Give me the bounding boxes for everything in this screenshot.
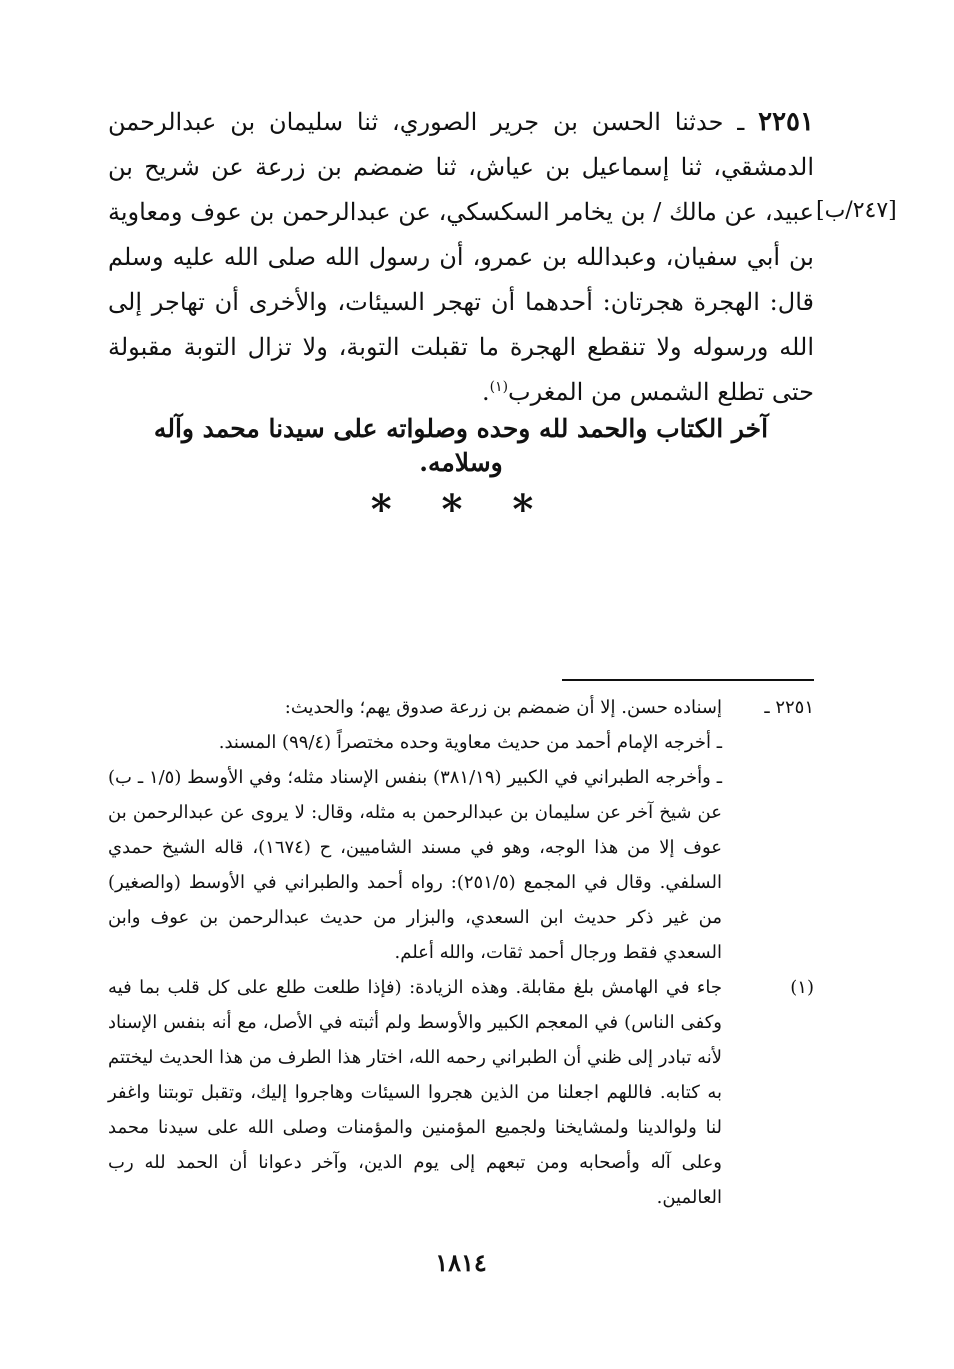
hadith-end-mark: . — [481, 378, 490, 406]
footnotes-section — [108, 690, 814, 1215]
book-closing-line: آخر الكتاب والحمد لله وحده وصلواته على سيدنا محمد وآله وسلامه. — [153, 414, 769, 477]
hadith-body: حدثنا الحسن بن جرير الصوري، ثنا سليمان بن عبدالرحمن الدمشقي، ثنا إسماعيل بن عياش، ثنا ضمضم بن زرعة عن شريح بن عبيد، عن مالك / بن يخامر السكسكي، عن عبدالرحمن بن عوف ومعاوية بن أبي سفيان، وعبدالله بن عمرو، أن رسول الله صلى الله عليه وسلم قال: الهجرة هجرتان: أحدهما أن تهجر السيئات، والأخرى أن تهاجر إلى الله ورسوله ولا تنقطع الهجرة ما تقبلت التوبة، ولا تزال التوبة مقبولة حتى تطلع الشمس من المغرب — [108, 108, 814, 406]
hadith-dash: ـ — [723, 108, 759, 136]
footnote-paragraph: ـ أخرجه الإمام أحمد من حديث معاوية وحده مختصراً (٩٩/٤) المسند. — [218, 732, 722, 753]
footnote-paragraph: إسناده حسن. إلا أن ضمضم بن زرعة صدوق يهم؛ والحديث: — [284, 697, 722, 718]
manuscript-folio-note: [٢٤٧/ب] — [816, 198, 897, 223]
hadith-number: ٢٢٥١ — [758, 107, 814, 137]
footnote-label: (١) — [790, 977, 814, 998]
footnote-paragraph: جاء في الهامش بلغ مقابلة. وهذه الزيادة: (فإذا طلعت طلع على كل قلب بما فيه وكفى الناس) في المعجم الكبير والأوسط ولم أثبته في الأصل، مع أنه بنفس الإسناد لأنه تبادر إلى ظني أن الطبراني رحمه الله، اختار هذا الطرف من هذا الحديث ليختتم به كتابه. فاللهم اجعلنا من الذين هجروا السيئات وهاجروا إليك، وتقبل توبتنا واغفر لنا ولوالدينا ولمشايخنا ولجميع المؤمنين والمؤمنات وصلى الله على سيدنا محمد وعلى آله وأصحابه ومن تبعهم إلى يوم الدين، وآخر دعوانا أن الحمد لله رب العالمين. — [108, 977, 722, 1208]
footnote-body — [108, 970, 722, 1215]
footnote-divider — [562, 679, 814, 681]
hadith-text-block — [108, 100, 814, 415]
footnote-reference[interactable]: (١) — [489, 379, 509, 395]
hadith-paragraph — [108, 100, 814, 415]
page-number: ١٨١٤ — [435, 1248, 487, 1277]
footnote-1 — [108, 970, 814, 1215]
footnote-body — [108, 690, 722, 970]
footnote-paragraph: ـ وأخرجه الطبراني في الكبير (٣٨١/١٩) بنفس الإسناد مثله؛ وفي الأوسط (١/٥ ـ ب) عن شيخ آخر عن سليمان بن عبدالرحمن به مثله، وقال: لا يروى عن عبدالرحمن بن عوف إلا من هذا الوجه، وهو في مسند الشاميين، ح (١٦٧٤)، قاله الشيخ حمدي السلفي. وقال في المجمع (٢٥١/٥): رواه أحمد والطبراني في الأوسط (والصغير) من غير ذكر حديث ابن السعدي، والبزار من حديث عبدالرحمن بن عوف وابن السعدي فقط ورجال أحمد ثقات، والله أعلم. — [108, 767, 722, 963]
section-separator: * * * — [370, 486, 552, 533]
footnote-hadith-2251 — [108, 690, 814, 970]
footnote-label: ٢٢٥١ ـ — [764, 697, 814, 718]
